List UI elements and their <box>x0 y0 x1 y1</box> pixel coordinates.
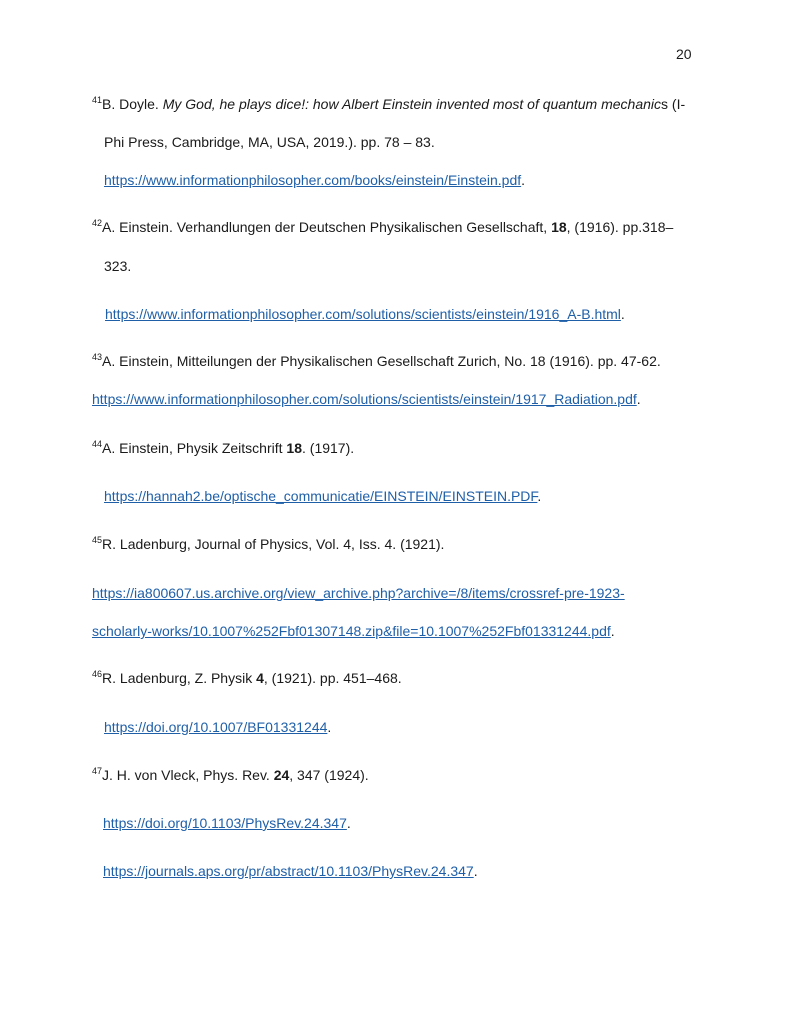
reference-42-line2: 323. <box>104 258 132 274</box>
reference-41-line2: Phi Press, Cambridge, MA, USA, 2019.). pp. 78 – 83. <box>104 134 435 150</box>
reference-43-link[interactable]: https://www.informationphilosopher.com/solutions/scientists/einstein/1917_Radiation.pdf <box>92 391 637 407</box>
reference-44-line1: $^{44}$A. Einstein, Physik Zeitschrift 18. (1917). <box>92 439 355 456</box>
page-number: 20 <box>676 46 692 62</box>
reference-41-book-title: My God, he plays dice!: how Albert Einstein invented most of quantum mechanic <box>162 96 662 112</box>
reference-44-number: 44 <box>92 439 103 449</box>
reference-41-link[interactable]: https://www.informationphilosopher.com/books/einstein/Einstein.pdf <box>104 172 522 188</box>
reference-45-line2 <box>92 584 625 602</box>
reference-42-line3: https://www.informationphilosopher.com/solutions/scientists/einstein/1916_A-B.html. <box>105 306 625 322</box>
reference-45-number: 45 <box>92 535 103 545</box>
reference-45-link-part2[interactable]: scholarly-works/10.1007%252Fbf01307148.zip&file=10.1007%252Fbf01331244.pdf <box>92 623 611 639</box>
reference-42-link[interactable]: https://www.informationphilosopher.com/solutions/scientists/einstein/1916_A-B.html <box>105 306 621 322</box>
reference-43-line1: $^{43}$A. Einstein, Mitteilungen der Physikalischen Gesellschaft Zurich, No. 18 (1916). pp. 47-62. <box>92 352 661 369</box>
reference-47-line2: https://doi.org/10.1103/PhysRev.24.347. <box>103 815 351 831</box>
reference-41-line1: $^{41}$B. Doyle. My God, he plays dice!: how Albert Einstein invented most of quantum mechanics (I- <box>92 95 686 112</box>
reference-47-doi-link[interactable]: https://doi.org/10.1103/PhysRev.24.347 <box>103 815 347 831</box>
reference-46-link[interactable]: https://doi.org/10.1007/BF01331244 <box>104 719 328 735</box>
reference-42-line1: $^{42}$A. Einstein. Verhandlungen der Deutschen Physikalischen Gesellschaft, 18, (1916). pp.318– <box>92 218 674 235</box>
reference-41-number: 41 <box>92 95 103 105</box>
reference-44-line2: https://hannah2.be/optische_communicatie/EINSTEIN/EINSTEIN.PDF. <box>104 488 542 504</box>
reference-47-aps-link[interactable]: https://journals.aps.org/pr/abstract/10.1103/PhysRev.24.347 <box>103 863 474 879</box>
reference-43-line2: https://www.informationphilosopher.com/solutions/scientists/einstein/1917_Radiation.pdf. <box>92 391 641 407</box>
reference-44-link[interactable]: https://hannah2.be/optische_communicatie/EINSTEIN/EINSTEIN.PDF <box>104 488 538 504</box>
reference-47-line1: $^{47}$J. H. von Vleck, Phys. Rev. 24, 347 (1924). <box>92 766 369 783</box>
reference-46-number: 46 <box>92 669 103 679</box>
reference-41-line3: https://www.informationphilosopher.com/books/einstein/Einstein.pdf. <box>104 172 526 188</box>
reference-43-number: 43 <box>92 352 103 362</box>
reference-47-line3: https://journals.aps.org/pr/abstract/10.1103/PhysRev.24.347. <box>103 863 478 879</box>
reference-42-number: 42 <box>92 218 103 228</box>
reference-45-line1: $^{45}$R. Ladenburg, Journal of Physics, Vol. 4, Iss. 4. (1921). <box>92 535 445 552</box>
reference-45-line3: scholarly-works/10.1007%252Fbf01307148.zip&file=10.1007%252Fbf01331244.pdf. <box>92 623 615 639</box>
reference-46-line1: $^{46}$R. Ladenburg, Z. Physik 4, (1921). pp. 451–468. <box>92 669 402 686</box>
reference-47-number: 47 <box>92 766 103 776</box>
reference-45-link-part1[interactable]: https://ia800607.us.archive.org/view_archive.php?archive=/8/items/crossref-pre-1923- <box>92 585 625 601</box>
reference-46-line2: https://doi.org/10.1007/BF01331244. <box>104 719 332 735</box>
